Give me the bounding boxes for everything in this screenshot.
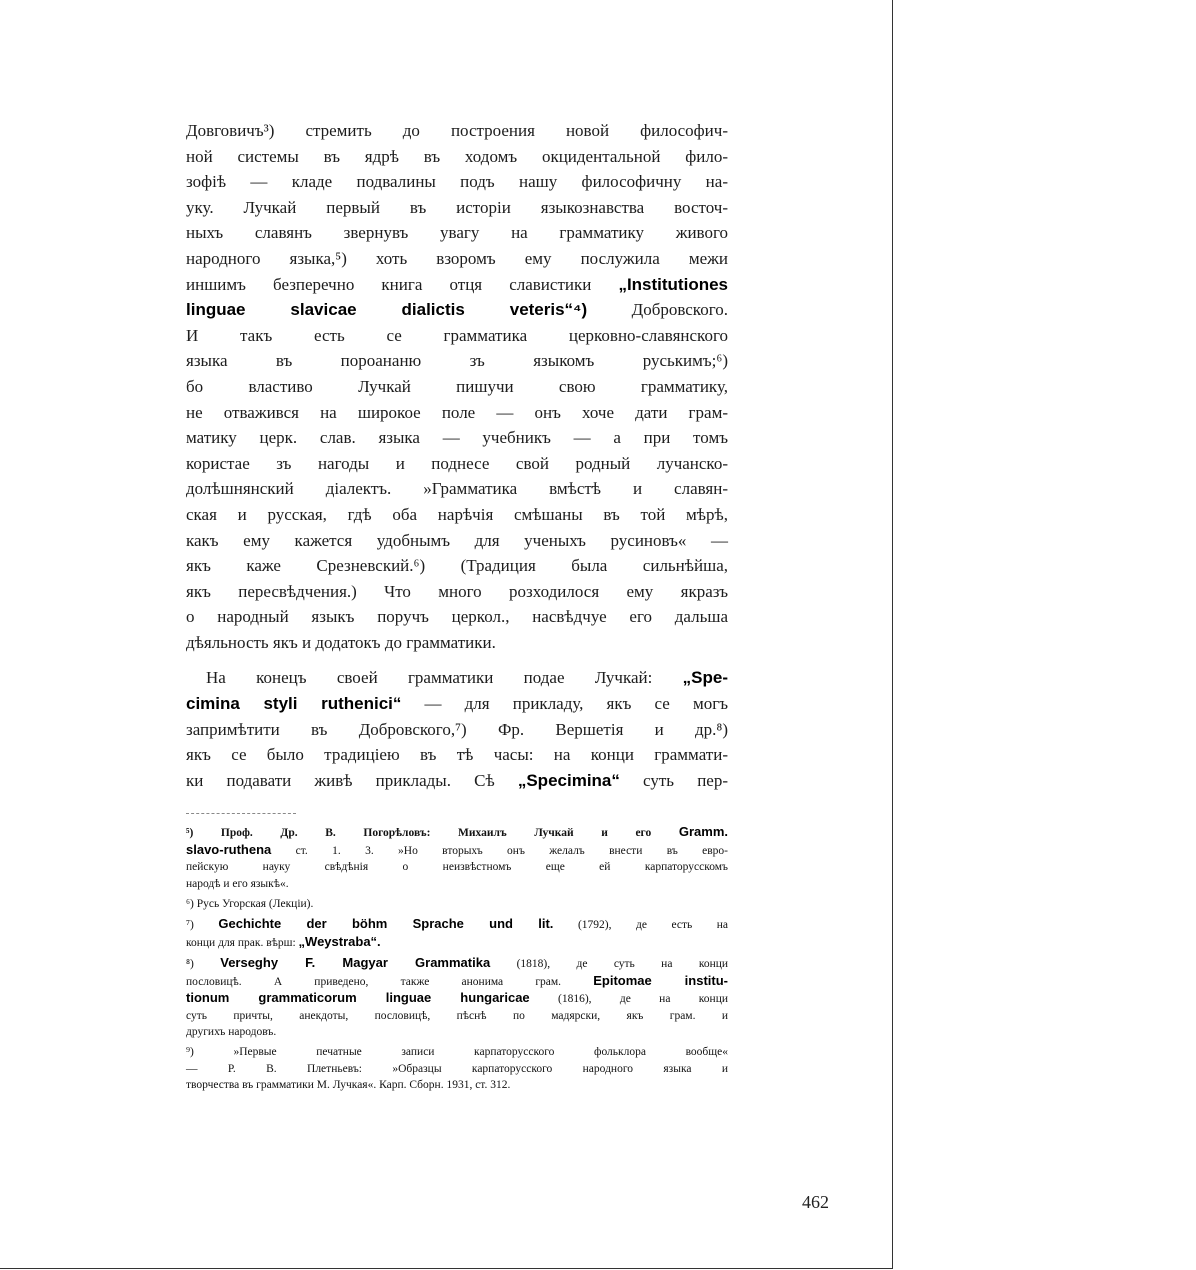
footnote-6 [178, 896, 728, 912]
latin-title: Gechichte der böhm Sprache und lit. [218, 916, 554, 932]
text-fragment: иншимъ безперечно книга отця славистики [186, 274, 592, 294]
text-line [178, 272, 728, 298]
text-line [178, 665, 728, 691]
text-fragment: На конецъ своей грамматики подае Лучкай: [206, 668, 653, 688]
footnote-line [186, 955, 728, 972]
latin-title: „Specimina“ [517, 770, 620, 790]
text-fragment: (1816), де на конци [558, 993, 728, 1006]
footnote-line: суть причты, анекдоты, пословицѣ, пѣснѣ по мадярски, якъ грам. и [186, 1009, 728, 1022]
text-line: запримѣтити въ Добровского,⁷) Фр. Вершетiя и др.⁸) [186, 719, 728, 739]
text-line: о народный языкъ поручъ церкол., насвѣдчуе его дальша [186, 607, 728, 627]
footnote-line [186, 973, 728, 990]
text-line: якъ пересвѣдчения.) Что много розходилося ему якразъ [186, 581, 728, 601]
latin-title: „Spe- [682, 668, 729, 688]
text-line: не отважився на широкое поле — онъ хоче дати грам- [186, 402, 728, 422]
text-line: какъ ему кажется удобнымъ для ученыхъ русиновъ« — [186, 530, 728, 550]
text-fragment: ⁷) [186, 919, 194, 932]
footnote-line: творчества въ грамматики М. Лучкая«. Карп. Сборн. 1931, ст. 312. [186, 1079, 511, 1092]
footnote-line [186, 824, 728, 841]
text-fragment: ст. 1. 3. »Но вторыхъ онъ желалъ внести въ евро- [295, 844, 729, 857]
footnote-separator [186, 813, 296, 814]
text-line: народного языка,⁵) хоть взоромъ ему послужила межи [186, 248, 728, 268]
text-line: долѣшнянский дiалектъ. »Грамматика вмѣстѣ и славян- [186, 479, 728, 499]
footnote-line: — Р. В. Плетньевъ: »Образцы карпаторусского народного языка и [186, 1062, 728, 1075]
latin-title: Verseghy F. Magyar Grammatika [220, 955, 491, 971]
text-line: уку. Лучкай первый въ исторiи языкознавства восточ- [186, 197, 728, 217]
text-line: ская и русская, гдѣ оба нарѣчiя смѣшаны въ той мѣрѣ, [186, 504, 728, 524]
latin-title: cimina styli ruthenici“ [186, 694, 402, 714]
text-line [178, 691, 728, 717]
text-line: якъ каже Срезневский.⁶) (Традиция была сильнѣйша, [186, 556, 728, 576]
footnote-7 [178, 916, 728, 951]
text-line: Довговичъ³) стремить до построения новой философич- [186, 121, 728, 140]
text-line: языка въ пороананю зъ языкомъ руськимъ;⁶) [186, 351, 728, 371]
text-line: ной системы въ ядрѣ въ ходомъ окцидентальной фило- [186, 146, 728, 166]
text-fragment: суть пер- [643, 770, 729, 790]
footnote-line [186, 934, 728, 951]
footnote-5 [178, 824, 728, 892]
text-line [178, 297, 728, 323]
text-line: зофiѣ — кладе подвалины подъ нашу философичну на- [186, 172, 728, 192]
page-number: 462 [802, 1192, 829, 1212]
text-fragment: конци для прак. вѣрш: [186, 936, 296, 949]
footnote-8 [178, 955, 728, 1040]
text-fragment: ⁵) Проф. Др. В. Погорѣловъ: Михаилъ Лучкай и его [186, 827, 652, 840]
latin-title: slavo-ruthena [186, 841, 272, 857]
latin-title: Epitomae institu- [593, 972, 729, 988]
footnote-line: ⁶) Русь Угорская (Лекцiи). [186, 898, 314, 911]
text-fragment: (1818), де суть на конци [516, 958, 729, 971]
text-fragment: ⁸) [186, 958, 194, 971]
text-fragment: (1792), де есть на [577, 919, 729, 932]
latin-title: linguae slavicae dialictis veteris“⁴) [186, 300, 588, 320]
text-fragment: — для прикладу, якъ се могъ [424, 694, 729, 714]
paragraph-2 [178, 665, 728, 793]
footnote-line: народѣ и его языкѣ«. [186, 877, 289, 890]
footnote-line [186, 916, 728, 933]
latin-title: „Weystraba“. [298, 933, 381, 949]
text-line: И такъ есть се грамматика церковно-славянского [186, 325, 728, 345]
footnote-line: другихъ народовъ. [186, 1025, 277, 1038]
text-line: бо властиво Лучкай пишучи свою грамматику, [186, 376, 728, 396]
text-line: дѣяльность якъ и додатокъ до грамматики. [186, 632, 496, 652]
scanned-page-image [178, 118, 728, 1163]
latin-title: Gramm. [678, 824, 729, 840]
footnote-line: ⁹) »Первые печатные записи карпаторусского фольклора вообще« [186, 1046, 728, 1059]
text-fragment: пословицѣ. А приведено, также анонима грам. [186, 975, 562, 988]
latin-title: „Institutiones [618, 274, 728, 294]
text-line [178, 768, 728, 794]
footnote-9 [178, 1044, 728, 1093]
footnote-line [186, 990, 728, 1007]
footnote-line: пейскую науку свѣдѣнiя о неизвѣстномъ еще ей карпаторусскомъ [186, 861, 728, 874]
latin-title: tionum grammaticorum linguae hungaricae [186, 990, 530, 1006]
paragraph-1 [178, 118, 728, 655]
text-fragment: Добровского. [631, 300, 729, 320]
text-line: матику церк. слав. языка — учебникъ — а при томъ [186, 428, 728, 448]
text-line: користае зъ нагоды и поднесе свой родный лучанско- [186, 453, 728, 473]
footnote-line [186, 842, 728, 859]
text-fragment: ки подавати живѣ приклады. Сѣ [186, 770, 495, 790]
text-line: ныхъ славянъ звернувъ увагу на грамматику живого [186, 223, 728, 243]
text-line: якъ се было традицiею въ тѣ часы: на конци граммати- [186, 745, 728, 765]
